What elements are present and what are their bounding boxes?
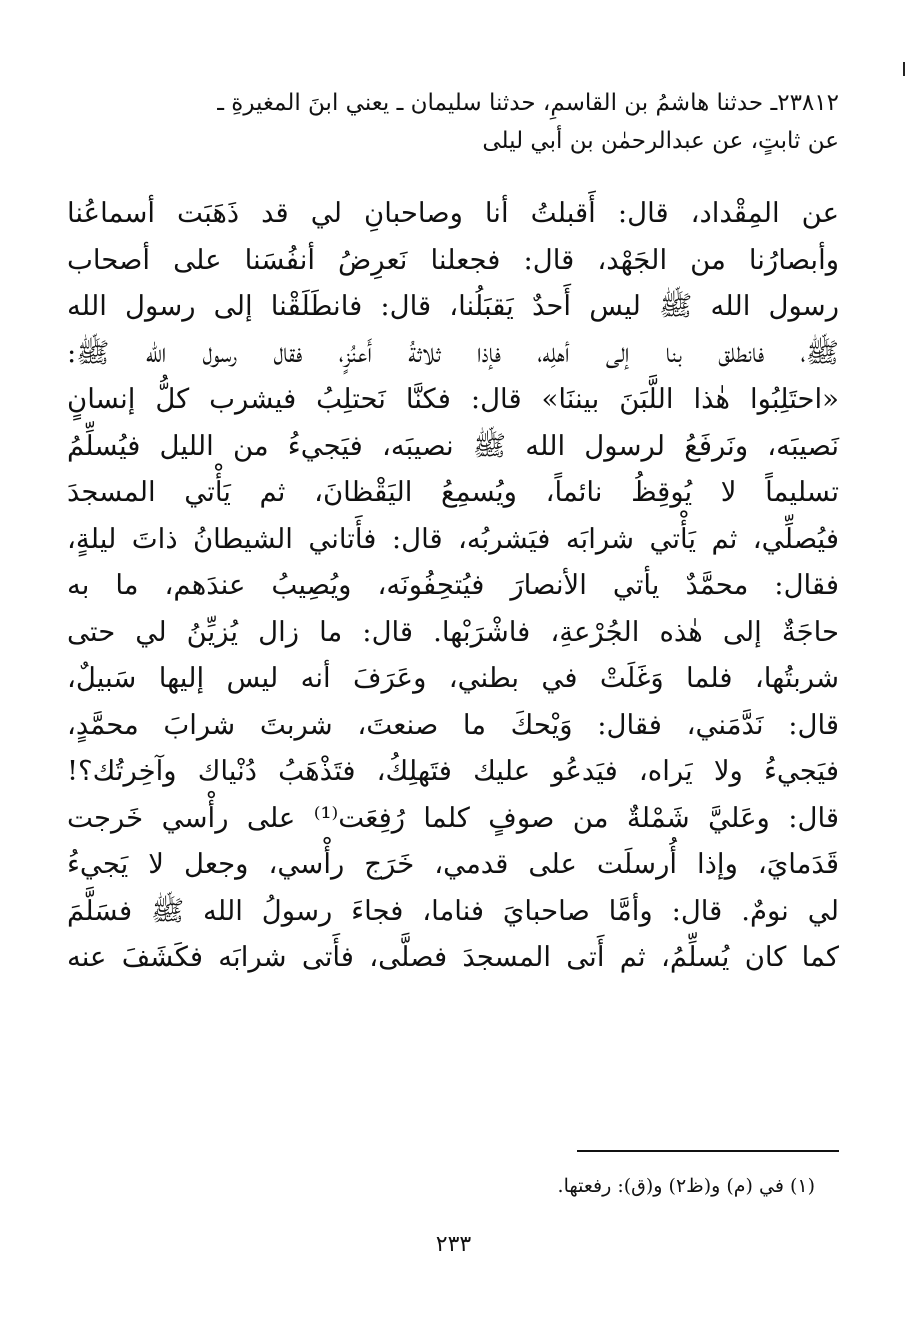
- matn-line: شربتُها، فلما وَغَلَتْ في بطني، وعَرَفَ أنه ليس إليها سَبيلٌ،: [67, 662, 839, 694]
- page-number: ٢٣٣: [435, 1232, 472, 1257]
- isnad-line: عن ثابتٍ، عن عبدالرحمٰن بن أبي ليلى: [482, 128, 839, 154]
- matn-line: وأبصارُنا من الجَهْد، قال: فجعلنا نَعرِضُ أنفُسَنا على أصحاب: [67, 243, 839, 276]
- matn-line: فيُصلِّي، ثم يَأْتي شرابَه فيَشربُه، قال: فأَتاني الشيطانُ ذاتَ ليلةٍ،: [67, 522, 839, 555]
- footnote: (١) في (م) و(ظ٢) و(ق): رفعتها.: [557, 1175, 815, 1197]
- matn-line: قال: وعَليَّ شَمْلةٌ من صوفٍ كلما رُفِعَت⁽¹⁾ على رأْسي خَرجت: [67, 801, 839, 834]
- isnad-line: ٢٣٨١٢ـ حدثنا هاشمُ بن القاسمِ، حدثنا سليمان ـ يعني ابنَ المغيرةِ ـ: [217, 90, 839, 116]
- matn-line: حاجَةٌ إلى هٰذه الجُرْعةِ، فاشْرَبْها. قال: ما زال يُزيِّنُ لي حتى: [67, 615, 839, 648]
- matn-line: عن المِقْداد، قال: أَقبلتُ أنا وصاحبانِ لي قد ذَهَبَت أسماعُنا: [67, 197, 839, 229]
- page-edge-mark: [903, 62, 905, 76]
- matn-line: كما كان يُسلِّمُ، ثم أَتى المسجدَ فصلَّى، فأَتى شرابَه فكَشَفَ عنه: [67, 941, 839, 973]
- matn-line: رسول الله ﷺ ليس أَحدٌ يَقبَلُنا، قال: فانطَلَقْنا إلى رسول الله: [67, 290, 839, 322]
- matn-line: تسليماً لا يُوقِظُ نائماً، ويُسمِعُ اليَقْظانَ، ثم يَأْتي المسجدَ: [67, 476, 839, 508]
- matn-line: ﷺ، فانطلق بنا إلى أهلِه، فإذا ثلاثةُ أَعنُزٍ، فقال رسول الله ﷺ:: [67, 336, 839, 369]
- hadith-isnad: [59, 84, 839, 160]
- footnote-separator: [577, 1150, 839, 1152]
- matn-line: نَصيبَه، ونَرفَعُ لرسول الله ﷺ نصيبَه، فيَجيءُ من الليل فيُسلِّمُ: [67, 429, 839, 462]
- matn-line: لي نومٌ. قال: وأمَّا صاحبايَ فناما، فجاءَ رسولُ الله ﷺ فسَلَّمَ: [67, 894, 839, 927]
- matn-line: قَدَمايَ، وإذا أُرسلَت على قدمي، خَرَج رأْسي، وجعل لا يَجيءُ: [67, 848, 839, 880]
- matn-line: فقال: محمَّدٌ يأتي الأنصارَ فيُتحِفُونَه، ويُصِيبُ عندَهم، ما به: [67, 569, 839, 601]
- matn-line: قال: نَدَّمَني، فقال: وَيْحكَ ما صنعتَ، شربتَ شرابَ محمَّدٍ،: [67, 708, 839, 741]
- matn-line: فيَجيءُ ولا يَراه، فيَدعُو عليك فتَهلِكُ، فتَذْهَبُ دُنْياك وآخِرتُك؟!: [67, 755, 839, 787]
- hadith-matn: [67, 190, 839, 981]
- matn-line: «احتَلِبُوا هٰذا اللَّبَنَ بيننَا» قال: فكنَّا نَحتلِبُ فيشرب كلُّ إنسانٍ: [67, 383, 839, 415]
